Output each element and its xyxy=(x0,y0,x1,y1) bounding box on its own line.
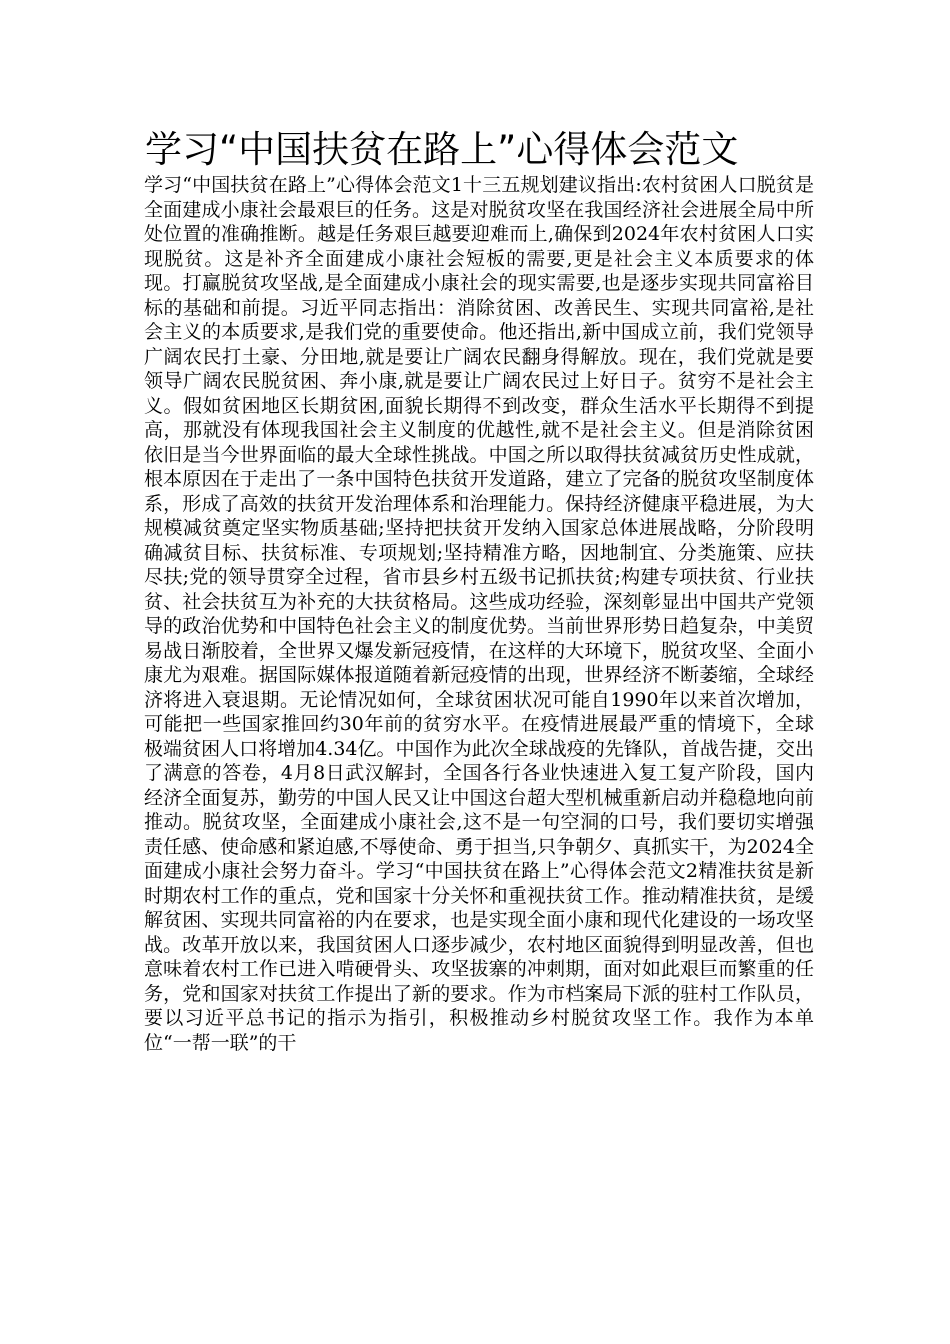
document-body-text: 学习“中国扶贫在路上”心得体会范文1十三五规划建议指出:农村贫困人口脱贫是全面建成小康社会最艰巨的任务。这是对脱贫攻坚在我国经济社会进展全局中所处位置的准确推断。越是任务艰巨越要迎难而上,确保到2024年农村贫困人口实现脱贫。这是补齐全面建成小康社会短板的需要,更是社会主义本质要求的体现。打赢脱贫攻坚战,是全面建成小康社会的现实需要,也是逐步实现共同富裕目标的基础和前提。习近平同志指出：消除贫困、改善民生、实现共同富裕,是社会主义的本质要求,是我们党的重要使命。他还指出,新中国成立前，我们党领导广阔农民打土豪、分田地,就是要让广阔农民翻身得解放。现在，我们党就是要领导广阔农民脱贫困、奔小康,就是要让广阔农民过上好日子。贫穷不是社会主义。假如贫困地区长期贫困,面貌长期得不到改变，群众生活水平长期得不到提高，那就没有体现我国社会主义制度的优越性,就不是社会主义。但是消除贫困依旧是当今世界面临的最大全球性挑战。中国之所以取得扶贫减贫历史性成就，根本原因在于走出了一条中国特色扶贫开发道路，建立了完备的脱贫攻坚制度体系，形成了高效的扶贫开发治理体系和治理能力。保持经济健康平稳进展，为大规模减贫奠定坚实物质基础;坚持把扶贫开发纳入国家总体进展战略，分阶段明确减贫目标、扶贫标准、专项规划;坚持精准方略，因地制宜、分类施策、应扶尽扶;党的领导贯穿全过程，省市县乡村五级书记抓扶贫;构建专项扶贫、行业扶贫、社会扶贫互为补充的大扶贫格局。这些成功经验，深刻彰显出中国共产党领导的政治优势和中国特色社会主义的制度优势。当前世界形势日趋复杂，中美贸易战日渐胶着，全世界又爆发新冠疫情，在这样的大环境下，脱贫攻坚、全面小康尤为艰难。据国际媒体报道随着新冠疫情的出现，世界经济不断萎缩，全球经济将进入衰退期。无论情况如何，全球贫困状况可能自1990年以来首次增加，可能把一些国家推回约30年前的贫穷水平。在疫情进展最严重的情境下，全球极端贫困人口将增加4.34亿。中国作为此次全球战疫的先锋队，首战告捷，交出了满意的答卷，4月8日武汉解封，全国各行各业快速进入复工复产阶段，国内经济全面复苏，勤劳的中国人民又让中国这台超大型机械重新启动并稳稳地向前推动。脱贫攻坚，全面建成小康社会,这不是一句空洞的口号，我们要切实增强责任感、使命感和紧迫感,不辱使命、勇于担当,只争朝夕、真抓实干，为2024全面建成小康社会努力奋斗。学习“中国扶贫在路上”心得体会范文2精准扶贫是新时期农村工作的重点，党和国家十分关怀和重视扶贫工作。推动精准扶贫，是缓解贫困、实现共同富裕的内在要求，也是实现全面小康和现代化建设的一场攻坚战。改革开放以来，我国贫困人口逐步减少，农村地区面貌得到明显改善，但也意味着农村工作已进入啃硬骨头、攻坚拔寨的冲刺期，面对如此艰巨而繁重的任务，党和国家对扶贫工作提出了新的要求。作为市档案局下派的驻村工作队员，要以习近平总书记的指示为指引，积极推动乡村脱贫攻坚工作。我作为本单位“一帮一联”的干 xyxy=(144,174,814,1054)
document-title: 学习“中国扶贫在路上”心得体会范文 xyxy=(145,128,739,171)
